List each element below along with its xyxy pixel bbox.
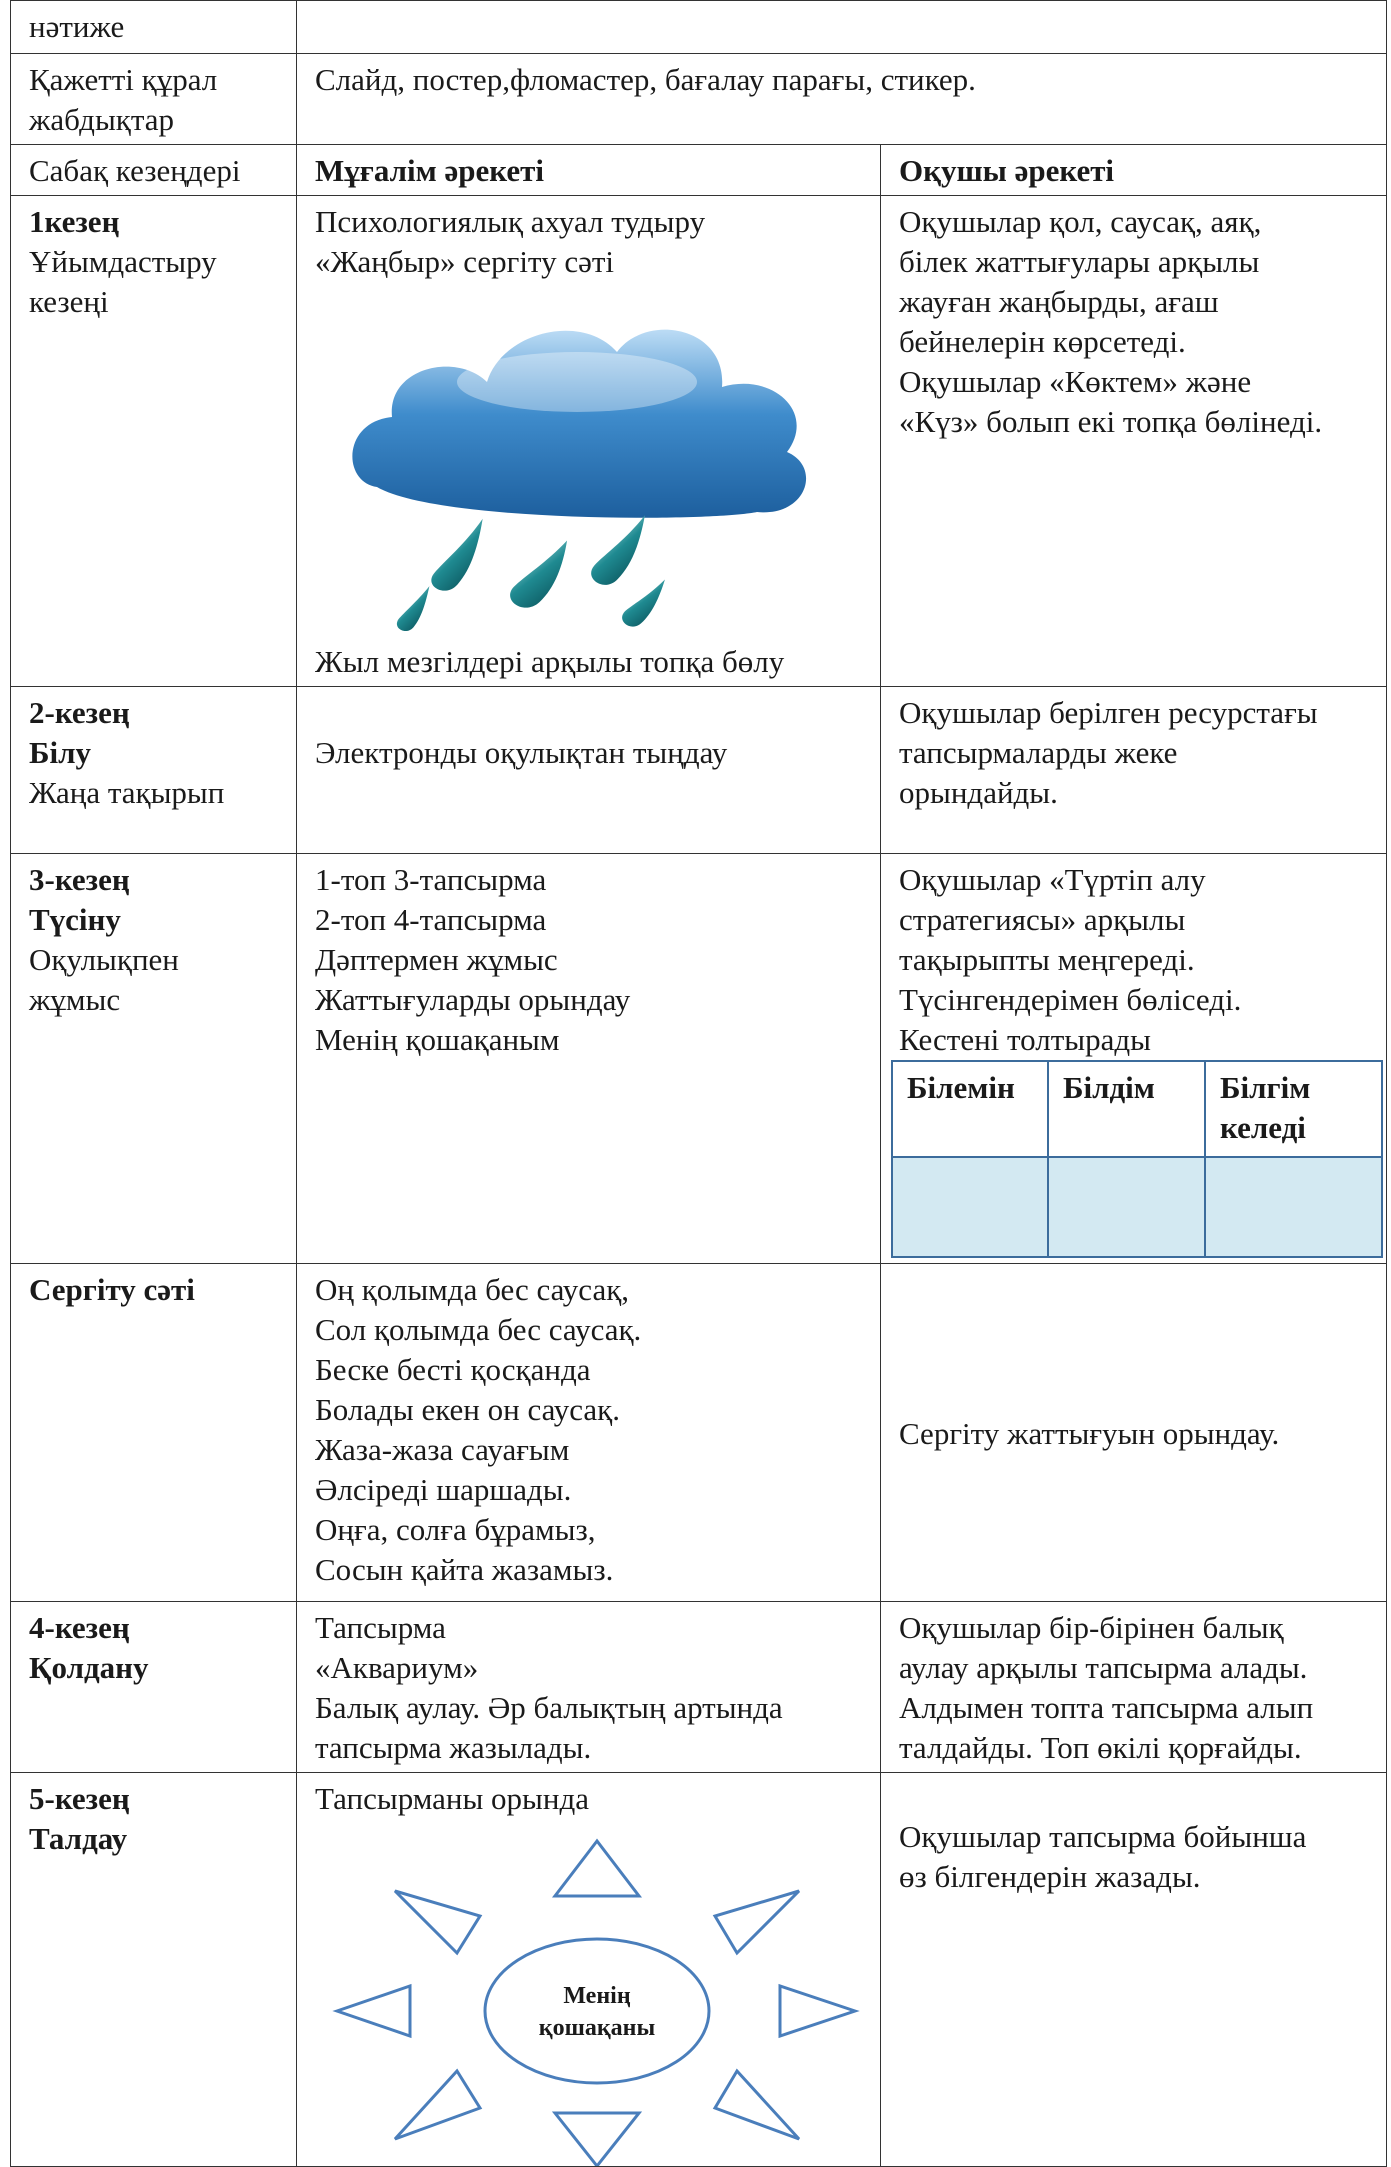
stage-text: Қажетті құрал	[29, 62, 218, 97]
table-row-stage-5	[11, 1773, 1387, 2167]
stage-text: жұмыс	[29, 982, 121, 1017]
student-text: Кестені толтырады	[899, 1022, 1151, 1057]
teacher-cell	[297, 854, 881, 1264]
teacher-text: Электронды оқулықтан тыңдау	[315, 735, 728, 770]
teacher-cell	[297, 1773, 881, 2167]
table-row-refresh	[11, 1264, 1387, 1602]
header-student: Оқушы әрекеті	[881, 145, 1387, 196]
student-cell	[881, 1773, 1387, 2167]
stage-title: 3-кезең	[29, 862, 130, 897]
sun-ray	[715, 1891, 799, 1953]
stage-title: 2-кезең	[29, 695, 130, 730]
student-text: талдайды. Топ өкілі қорғайды.	[899, 1730, 1302, 1765]
teacher-text: Дәптермен жұмыс	[315, 942, 558, 977]
stage-text: Ұйымдастыру	[29, 244, 217, 279]
table-row-result	[11, 1, 1387, 54]
student-text: тапсырмаларды жеке	[899, 735, 1178, 770]
table-row-stage-1	[11, 196, 1387, 687]
student-cell	[881, 1602, 1387, 1773]
stage-cell	[11, 1, 297, 54]
header-teacher: Мұғалім әрекеті	[297, 145, 881, 196]
student-text: стратегиясы» арқылы	[899, 902, 1186, 937]
student-text: тақырыпты меңгереді.	[899, 942, 1195, 977]
student-text: «Күз» болып екі топқа бөлінеді.	[899, 404, 1323, 439]
stage-text: жабдықтар	[29, 102, 175, 137]
stage-title: Түсіну	[29, 902, 121, 937]
teacher-text: Тапсырма	[315, 1610, 446, 1645]
stage-cell	[11, 196, 297, 687]
lesson-plan-table	[10, 0, 1387, 2167]
sun-diagram-icon	[315, 1821, 875, 2166]
sun-label: Менің	[563, 1983, 631, 2009]
stage-text: Оқулықпен	[29, 942, 179, 977]
stage-title: Сергіту сәті	[29, 1272, 195, 1307]
teacher-text: Менің қошақаным	[315, 1022, 560, 1057]
student-text: бейнелерін көрсетеді.	[899, 324, 1186, 359]
kwl-header-know: Білемін	[892, 1061, 1048, 1157]
header-stages: Сабақ кезеңдері	[11, 145, 297, 196]
stage-title: 1кезең	[29, 204, 120, 239]
student-text: орындайды.	[899, 775, 1058, 810]
student-cell	[881, 854, 1387, 1264]
stage-cell	[11, 1773, 297, 2167]
table-row-stage-3	[11, 854, 1387, 1264]
sun-label: қошақаны	[538, 2015, 656, 2041]
student-text: жауған жаңбырды, ағаш	[899, 284, 1219, 319]
table-row-stage-2	[11, 687, 1387, 854]
kwl-empty-cell	[1205, 1157, 1382, 1257]
rain-cloud-icon	[317, 282, 877, 642]
student-text: Сергіту жаттығуын орындау.	[899, 1415, 1280, 1451]
stage-cell	[11, 1602, 297, 1773]
poem-line: Беске бесті қосқанда	[315, 1352, 591, 1387]
teacher-text: «Жаңбыр» сергіту сәті	[315, 244, 614, 279]
sun-ray	[337, 1986, 410, 2036]
stage-cell	[11, 54, 297, 145]
equipment-text: Слайд, постер,фломастер, бағалау парағы, стикер.	[297, 54, 1387, 145]
sun-ray	[395, 2071, 480, 2139]
table-header-row	[11, 145, 1387, 196]
sun-center-ellipse	[485, 1939, 709, 2083]
stage-text: нәтиже	[29, 9, 125, 44]
kwl-table	[891, 1060, 1383, 1258]
student-text: Оқушылар тапсырма бойынша	[899, 1819, 1307, 1854]
student-text: Оқушылар «Түртіп алу	[899, 862, 1206, 897]
student-text: Оқушылар бір-бірінен балық	[899, 1610, 1284, 1645]
poem-line: Жаза-жаза сауағым	[315, 1432, 570, 1467]
poem-line: Оң қолымда бес саусақ,	[315, 1272, 630, 1307]
sun-ray	[715, 2071, 799, 2139]
teacher-text: Психологиялық ахуал тудыру	[315, 204, 706, 239]
stage-text: кезеңі	[29, 284, 109, 319]
sun-ray	[555, 1841, 639, 1896]
student-text: өз білгендерін жазады.	[899, 1859, 1201, 1894]
stage-title: Білу	[29, 735, 91, 770]
student-text: аулау арқылы тапсырма алады.	[899, 1650, 1308, 1685]
teacher-text: Балық аулау. Әр балықтың артында	[315, 1690, 783, 1725]
student-text: Алдымен топта тапсырма алып	[899, 1690, 1314, 1725]
table-row-equipment	[11, 54, 1387, 145]
poem-line: Болады екен он саусақ.	[315, 1392, 620, 1427]
teacher-text: 2-топ 4-тапсырма	[315, 902, 547, 937]
sun-ray	[395, 1891, 480, 1953]
teacher-cell	[297, 1264, 881, 1602]
stage-title: 5-кезең	[29, 1781, 130, 1816]
student-cell	[881, 1264, 1387, 1602]
empty-cell	[297, 1, 1387, 54]
stage-text: Жаңа тақырып	[29, 775, 225, 810]
poem-line: Сол қолымда бес саусақ.	[315, 1312, 642, 1347]
student-text: Оқушылар «Көктем» және	[899, 364, 1252, 399]
teacher-cell	[297, 687, 881, 854]
kwl-header-learned: Білдім	[1048, 1061, 1205, 1157]
teacher-cell	[297, 1602, 881, 1773]
student-cell	[881, 196, 1387, 687]
stage-title: 4-кезең	[29, 1610, 130, 1645]
teacher-text: «Аквариум»	[315, 1650, 479, 1685]
kwl-empty-cell	[892, 1157, 1048, 1257]
sun-ray	[780, 1986, 855, 2036]
student-cell	[881, 687, 1387, 854]
stage-title: Талдау	[29, 1821, 128, 1856]
table-row-stage-4	[11, 1602, 1387, 1773]
kwl-header-want: Білгім келеді	[1205, 1061, 1382, 1157]
kwl-empty-cell	[1048, 1157, 1205, 1257]
student-text: Оқушылар қол, саусақ, аяқ,	[899, 204, 1262, 239]
teacher-text: 1-топ 3-тапсырма	[315, 862, 547, 897]
teacher-cell	[297, 196, 881, 687]
poem-line: Сосын қайта жазамыз.	[315, 1552, 614, 1587]
teacher-text: тапсырма жазылады.	[315, 1730, 592, 1765]
stage-cell	[11, 1264, 297, 1602]
stage-cell	[11, 687, 297, 854]
teacher-footer: Жыл мезгілдері арқылы топқа бөлу	[315, 644, 785, 679]
stage-cell	[11, 854, 297, 1264]
sun-ray	[555, 2113, 639, 2166]
student-text: Түсінгендерімен бөліседі.	[899, 982, 1242, 1017]
poem-line: Оңға, солға бұрамыз,	[315, 1512, 596, 1547]
teacher-text: Жаттығуларды орындау	[315, 982, 631, 1017]
student-text: білек жаттығулары арқылы	[899, 244, 1260, 279]
teacher-text: Тапсырманы орында	[315, 1781, 590, 1816]
stage-title: Қолдану	[29, 1650, 149, 1685]
poem-line: Әлсіреді шаршады.	[315, 1472, 572, 1507]
student-text: Оқушылар берілген ресурстағы	[899, 695, 1318, 730]
